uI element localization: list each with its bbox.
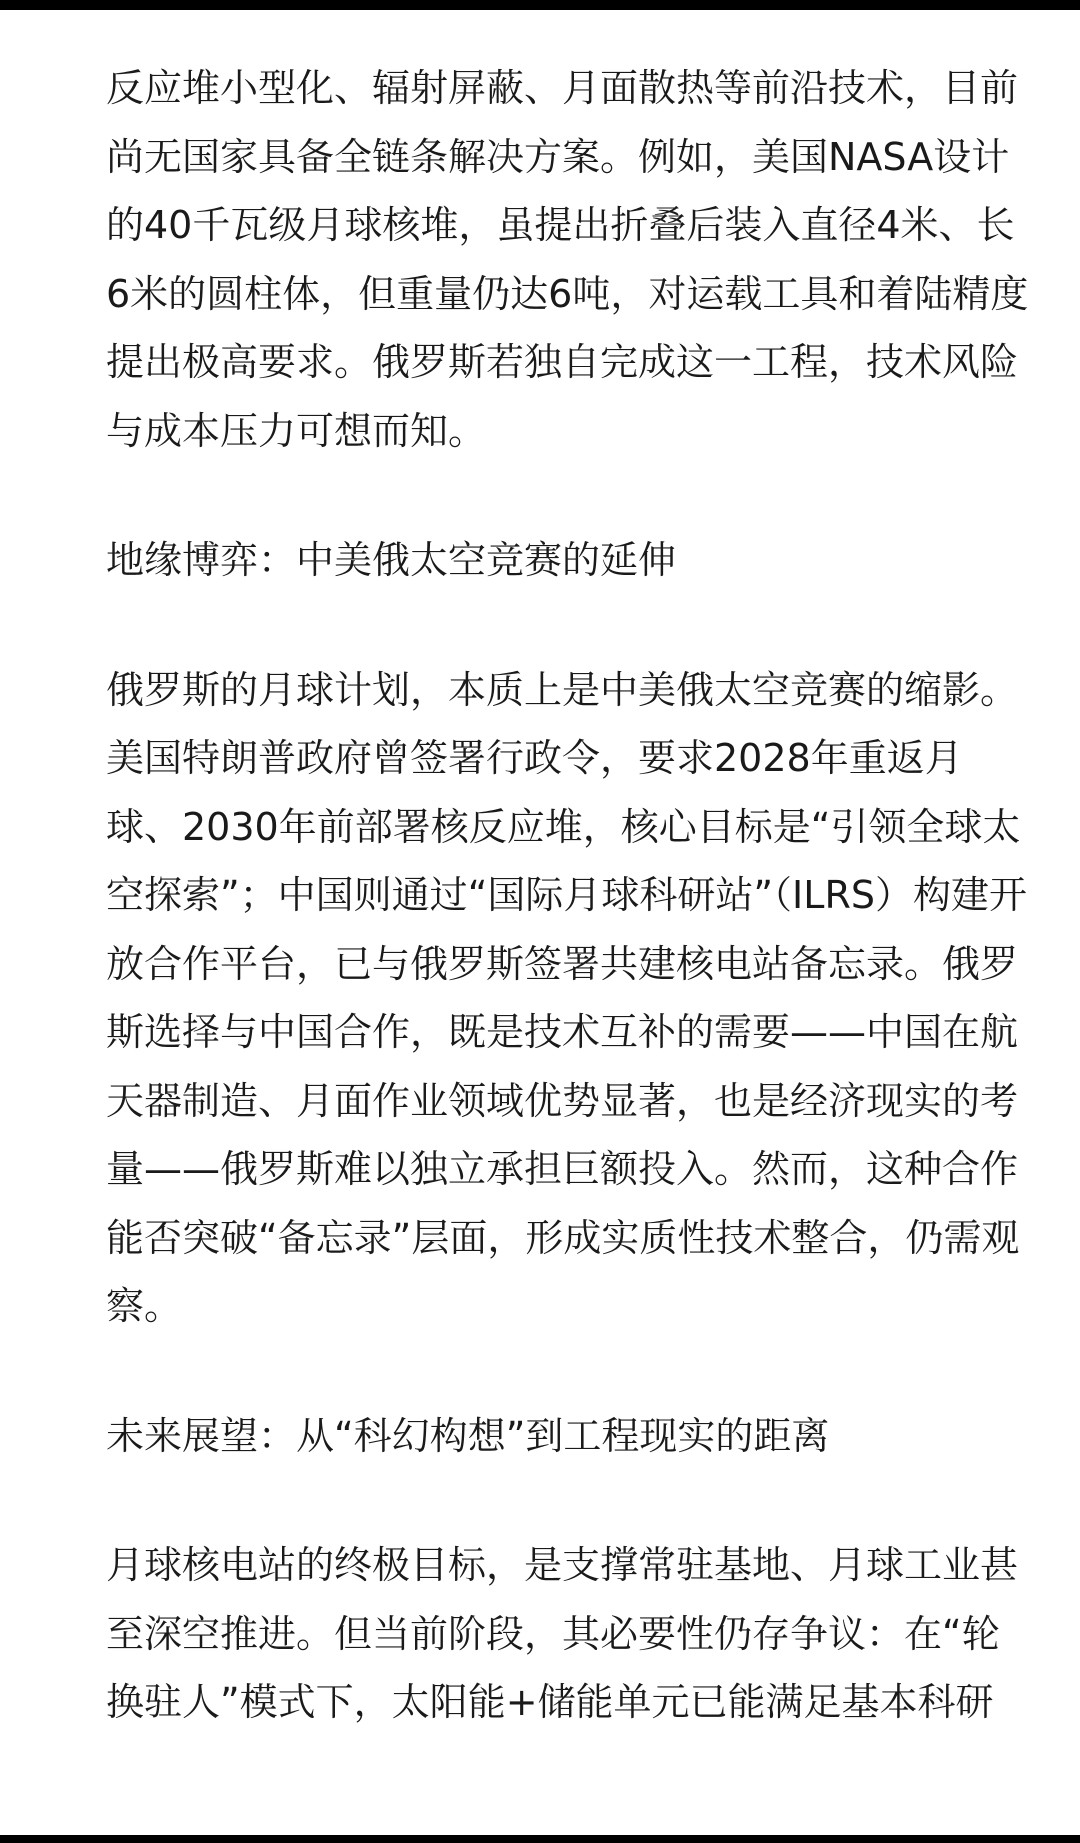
paragraph-spacer — [106, 1470, 1030, 1531]
section-heading-geopolitics: 地缘博弈：中美俄太空竞赛的延伸 — [106, 538, 677, 582]
paragraph-future-goals: 月球核电站的终极目标，是支撑常驻基地、月球工业甚至深空推进。但当前阶段，其必要性仍存争议：在“轮换驻人”模式下，太阳能+储能单元已能满足基本科研 — [106, 1543, 1019, 1724]
paragraph-technology-challenges: 反应堆小型化、辐射屏蔽、月面散热等前沿技术，目前尚无国家具备全链条解决方案。例如，美国NASA设计的40千瓦级月球核堆，虽提出折叠后装入直径4米、长6米的圆柱体，但重量仍达6吨，对运载工具和着陆精度提出极高要求。俄罗斯若独自完成这一工程，技术风险与成本压力可想而知。 — [106, 66, 1029, 453]
article-body — [106, 54, 1030, 1737]
paragraph-spacer — [106, 465, 1030, 526]
paragraph-space-race: 俄罗斯的月球计划，本质上是中美俄太空竞赛的缩影。美国特朗普政府曾签署行政令，要求2028年重返月球、2030年前部署核反应堆，核心目标是“引领全球太空探索”；中国则通过“国际月球科研站”（ILRS）构建开放合作平台，已与俄罗斯签署共建核电站备忘录。俄罗斯选择与中国合作，既是技术互补的需要——中国在航天器制造、月面作业领域优势显著，也是经济现实的考量——俄罗斯难以独立承担巨额投入。然而，这种合作能否突破“备忘录”层面，形成实质性技术整合，仍需观察。 — [106, 667, 1027, 1328]
bottom-edge-bar — [0, 1835, 1080, 1843]
top-edge-bar — [0, 0, 1080, 10]
paragraph-spacer — [106, 1341, 1030, 1402]
section-heading-outlook: 未来展望：从“科幻构想”到工程现实的距离 — [106, 1413, 830, 1458]
paragraph-spacer — [106, 595, 1030, 656]
